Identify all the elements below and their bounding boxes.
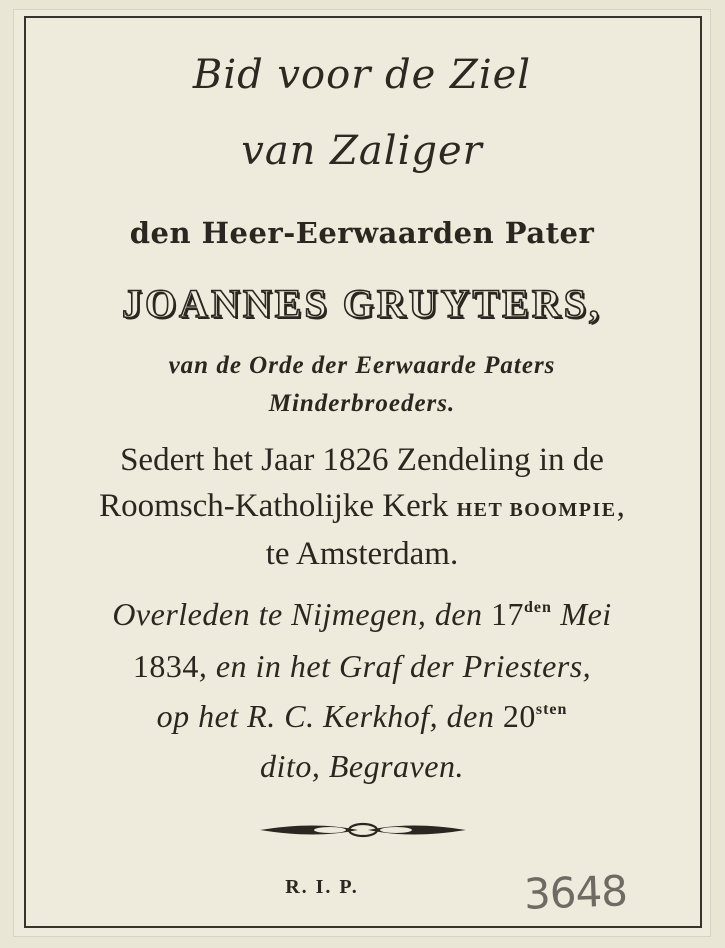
deceased-name-text: JOANNES GRUYTERS	[122, 281, 589, 326]
death-year: 1834	[132, 648, 199, 684]
death-line-3	[14, 698, 710, 735]
rip-closing: R. I. P.	[285, 876, 359, 898]
ornament-divider	[258, 818, 468, 842]
death-line-4: dito, Begraven.	[260, 748, 464, 784]
deceased-name	[14, 280, 710, 327]
burial-day-suffix: sten	[535, 701, 568, 718]
since-line-1: Sedert het Jaar 1826 Zendeling in de	[120, 442, 604, 478]
memorial-card	[14, 10, 710, 936]
heading-line-1: Bid voor de Ziel	[192, 52, 532, 98]
death-day: 17	[491, 596, 525, 632]
death-day-suffix: den	[524, 599, 552, 616]
death-text-a: Overleden te Nijmegen, den	[112, 596, 492, 632]
handwritten-archive-number: 3648	[523, 866, 628, 919]
deceased-name-comma: ,	[588, 281, 602, 326]
burial-day: 20	[502, 698, 536, 734]
burial-place: op het R. C. Kerkhof, den	[156, 698, 503, 734]
death-line-1	[14, 596, 710, 633]
title-line: den Heer-Eerwaarden Pater	[129, 216, 595, 250]
since-line-3: te Amsterdam.	[265, 536, 459, 572]
church-comma: ,	[616, 488, 625, 524]
church-text: Roomsch-Katholijke Kerk	[99, 488, 457, 524]
burial-text: , en in het Graf der Priesters,	[198, 648, 592, 684]
since-line-2	[14, 488, 710, 525]
order-line-2: Minderbroeders.	[268, 390, 456, 417]
heading-line-2: van Zaliger	[241, 128, 483, 174]
order-line-1: van de Orde der Eerwaarde Paters	[168, 352, 556, 379]
church-name: HET BOOMPIE	[456, 499, 617, 521]
death-line-2	[14, 648, 710, 685]
death-month: Mei	[551, 596, 612, 632]
